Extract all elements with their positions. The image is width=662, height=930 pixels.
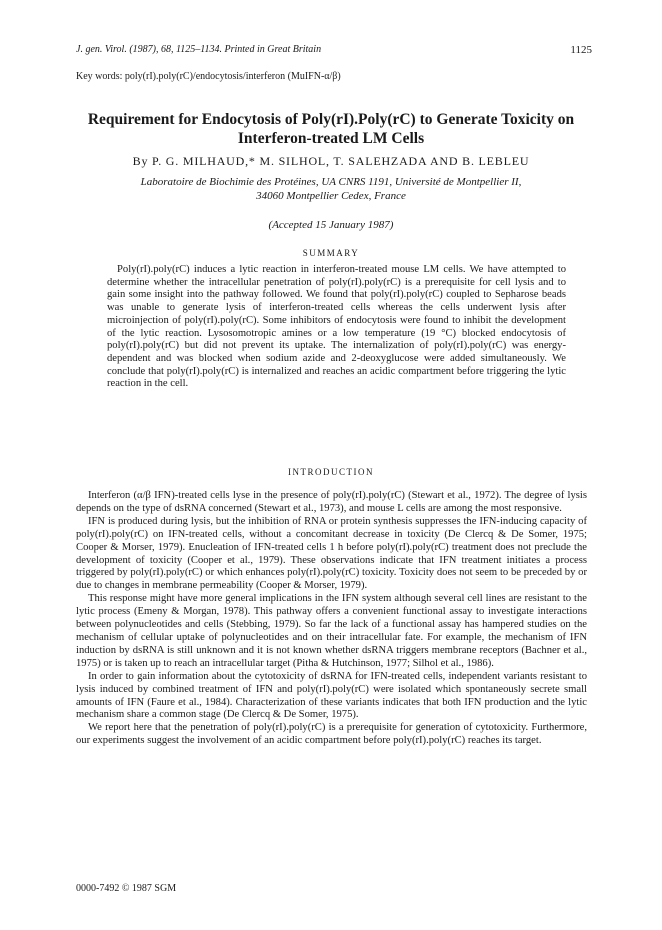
keywords: Key words: poly(rI).poly(rC)/endocytosis/interferon (MuIFN-α/β) [76, 71, 341, 82]
article-title: Requirement for Endocytosis of Poly(rI).Poly(rC) to Generate Toxicity on Interferon-treated LM Cells [87, 111, 575, 147]
affiliation-line-2: 34060 Montpellier Cedex, France [256, 190, 406, 202]
copyright-footer: 0000-7492 © 1987 SGM [76, 883, 177, 894]
intro-paragraph-1: Interferon (α/β IFN)-treated cells lyse in the presence of poly(rI).poly(rC) (Stewart et al., 1972). The degree of lysis depends on the type of dsRNA concerned (Stewart et al., 1973), and mouse L cells are among the most responsive. [76, 490, 587, 514]
running-header [76, 44, 592, 55]
intro-paragraph-4: In order to gain information about the cytotoxicity of dsRNA for IFN-treated cells, independent variants resistant to lysis induced by combined treatment of IFN and poly(rI).poly(rC) were isolated which spontaneously secrete small amounts of IFN (Faure et al., 1984). Characterization of these variants indicates that both IFN production and the lytic mechanism share a common stage (De Clercq & De Somer, 1975). [76, 670, 587, 721]
affiliation-line-1: Laboratoire de Biochimie des Protéines, UA CNRS 1191, Université de Montpellier II, [140, 176, 522, 188]
summary-heading: SUMMARY [302, 248, 360, 258]
author-list: By P. G. MILHAUD,* M. SILHOL, T. SALEHZADA AND B. LEBLEU [132, 154, 530, 168]
affiliation [80, 175, 582, 203]
intro-paragraph-3: This response might have more general implications in the IFN system although several cell lines are resistant to the lytic process (Emeny & Morgan, 1978). This pathway offers a convenient functional assay to investigate interactions between polynucleotides and cells (Stebbing, 1979). So far the lack of a functional assay has hampered studies on the mechanism of cellular uptake of polynucleotides and on their intracellular fate. For example, the mechanism of IFN induction by dsRNA is still unknown and it is not known whether dsRNA triggers membrane receptors (Bachner et al., 1975) or is taken up to reach an intracellular target (Pitha & Hutchinson, 1977; Silhol et al., 1986). [76, 593, 587, 669]
journal-citation: J. gen. Virol. (1987), 68, 1125–1134. Printed in Great Britain [76, 44, 322, 55]
introduction-heading: INTRODUCTION [288, 467, 374, 477]
summary-text: Poly(rI).poly(rC) induces a lytic reaction in interferon-treated mouse LM cells. We have attempted to determine whether the intracellular penetration of poly(rI).poly(rC) is a prerequisite for cell lysis and to gain some insight into the pathway followed. We found that poly(rI).poly(rC) coupled to Sepharose beads was unable to generate lysis of interferon-treated cells whereas the cells underwent lysis after microinjection of poly(rI).poly(rC). Some inhibitors of endocytosis were found to inhibit the development of the lytic reaction. Lysosomotropic amines or a low temperature (19 °C) blocked endocytosis of poly(rI).poly(rC) but did not prevent its uptake. The internalization of poly(rI).poly(rC) was energy-dependent and was blocked when sodium azide and 2-deoxyglucose were added simultaneously. We conclude that poly(rI).poly(rC) is internalized and reaches an acidic compartment before triggering the lytic reaction in the cell. [107, 264, 566, 390]
accepted-date: (Accepted 15 January 1987) [268, 219, 394, 231]
intro-paragraph-2: IFN is produced during lysis, but the inhibition of RNA or protein synthesis suppresses the IFN-inducing capacity of poly(rI).poly(rC) on IFN-treated cells, without a concomitant decrease in toxicity (De Clercq & De Somer, 1975; Cooper & Morser, 1979). Enucleation of IFN-treated cells 1 h before poly(rI).poly(rC) treatment does not preclude the development of toxicity (Cooper et al., 1979). These observations indicate that IFN treatment initiates a process triggered by poly(rI).poly(rC) or which enhances poly(rI).poly(rC) toxicity. Toxicity does not seem to be preceded by or due to changes in membrane permeability (Cooper & Morser, 1979). [76, 515, 587, 592]
intro-paragraph-5: We report here that the penetration of poly(rI).poly(rC) is a prerequisite for generation of cytotoxicity. Furthermore, our experiments suggest the involvement of an acidic compartment before poly(rI).poly(rC) reaches its target. [76, 722, 587, 747]
introduction-body [76, 490, 587, 748]
page-number: 1125 [570, 44, 592, 56]
